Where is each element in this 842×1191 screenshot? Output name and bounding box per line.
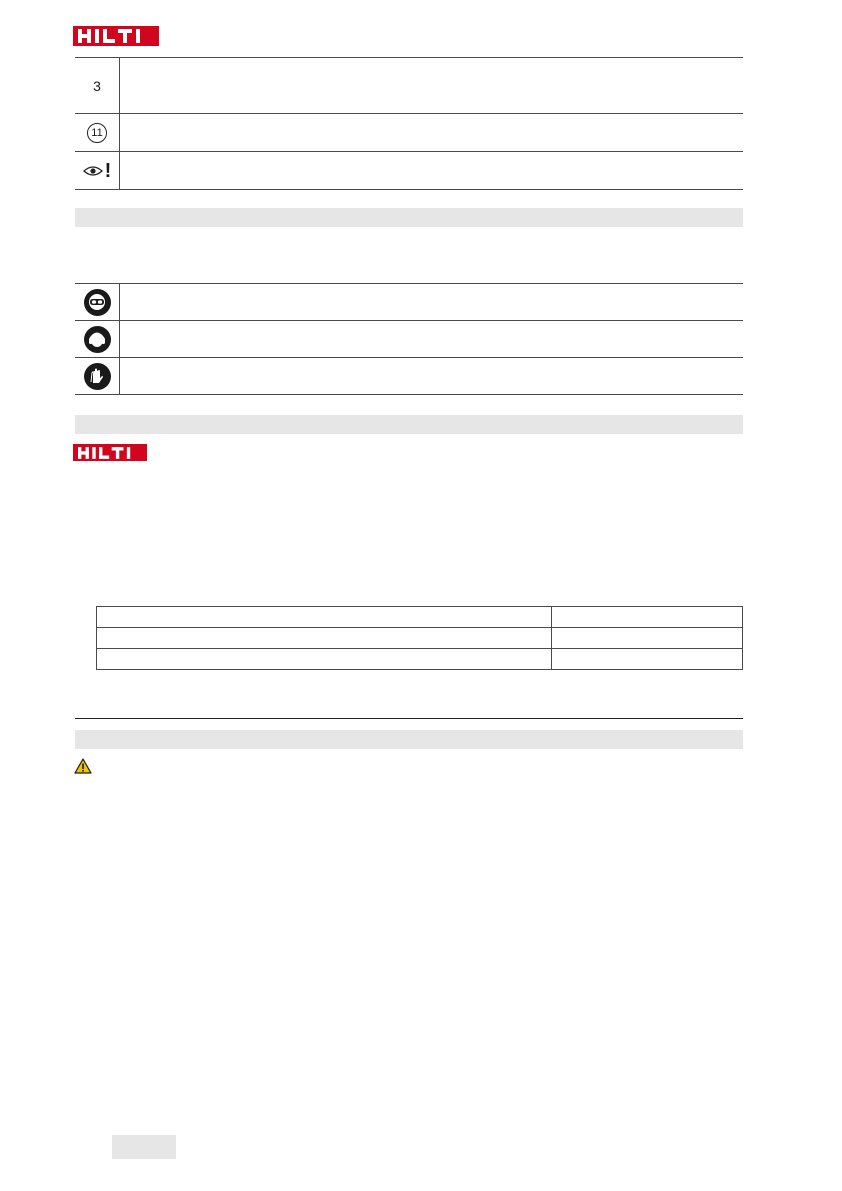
symbol-cell: [75, 358, 120, 394]
symbol-cell: [75, 152, 120, 189]
table-cell: [97, 628, 552, 649]
product-info-table: [96, 606, 743, 670]
table-row: [75, 321, 743, 358]
table-cell: [97, 649, 552, 670]
circled-number-11-icon: 11: [87, 123, 107, 143]
table-cell: [552, 607, 743, 628]
symbol-cell: [75, 321, 120, 357]
symbol-cell: [75, 58, 120, 113]
table-row: [97, 649, 743, 670]
protective-gloves-icon: [84, 363, 111, 390]
eye-exclamation-icon: !: [83, 161, 112, 181]
safety-goggles-icon: [84, 289, 111, 316]
ppe-description: [120, 321, 743, 357]
symbol-cell: [75, 284, 120, 320]
table-cell: [552, 628, 743, 649]
section-heading-bar: [75, 415, 743, 434]
numeral-3-symbol: 3: [93, 77, 101, 94]
symbol-description: [120, 152, 743, 189]
page-number-box: [112, 1135, 176, 1159]
hilti-logo: [73, 444, 147, 461]
symbol-cell: [75, 114, 120, 151]
table-row: [97, 607, 743, 628]
table-row: [75, 284, 743, 321]
table-row: [97, 628, 743, 649]
symbol-legend-table: [75, 57, 743, 190]
ppe-description: [120, 284, 743, 320]
table-row: [75, 152, 743, 190]
ppe-description: [120, 358, 743, 394]
hilti-logo-mark: [78, 447, 142, 459]
section-heading-bar: [75, 730, 743, 749]
table-cell: [552, 649, 743, 670]
table-cell: [97, 607, 552, 628]
hilti-logo-mark: [78, 29, 154, 43]
hilti-logo: [73, 26, 159, 46]
symbol-description: [120, 58, 743, 113]
ear-protection-icon: [84, 326, 111, 353]
section-heading-bar: [75, 208, 743, 227]
table-row: [75, 358, 743, 395]
table-row: [75, 114, 743, 152]
warning-triangle-icon: [74, 758, 92, 774]
ppe-table: [75, 283, 743, 395]
section-divider: [75, 718, 743, 719]
symbol-description: [120, 114, 743, 151]
table-row: [75, 58, 743, 114]
